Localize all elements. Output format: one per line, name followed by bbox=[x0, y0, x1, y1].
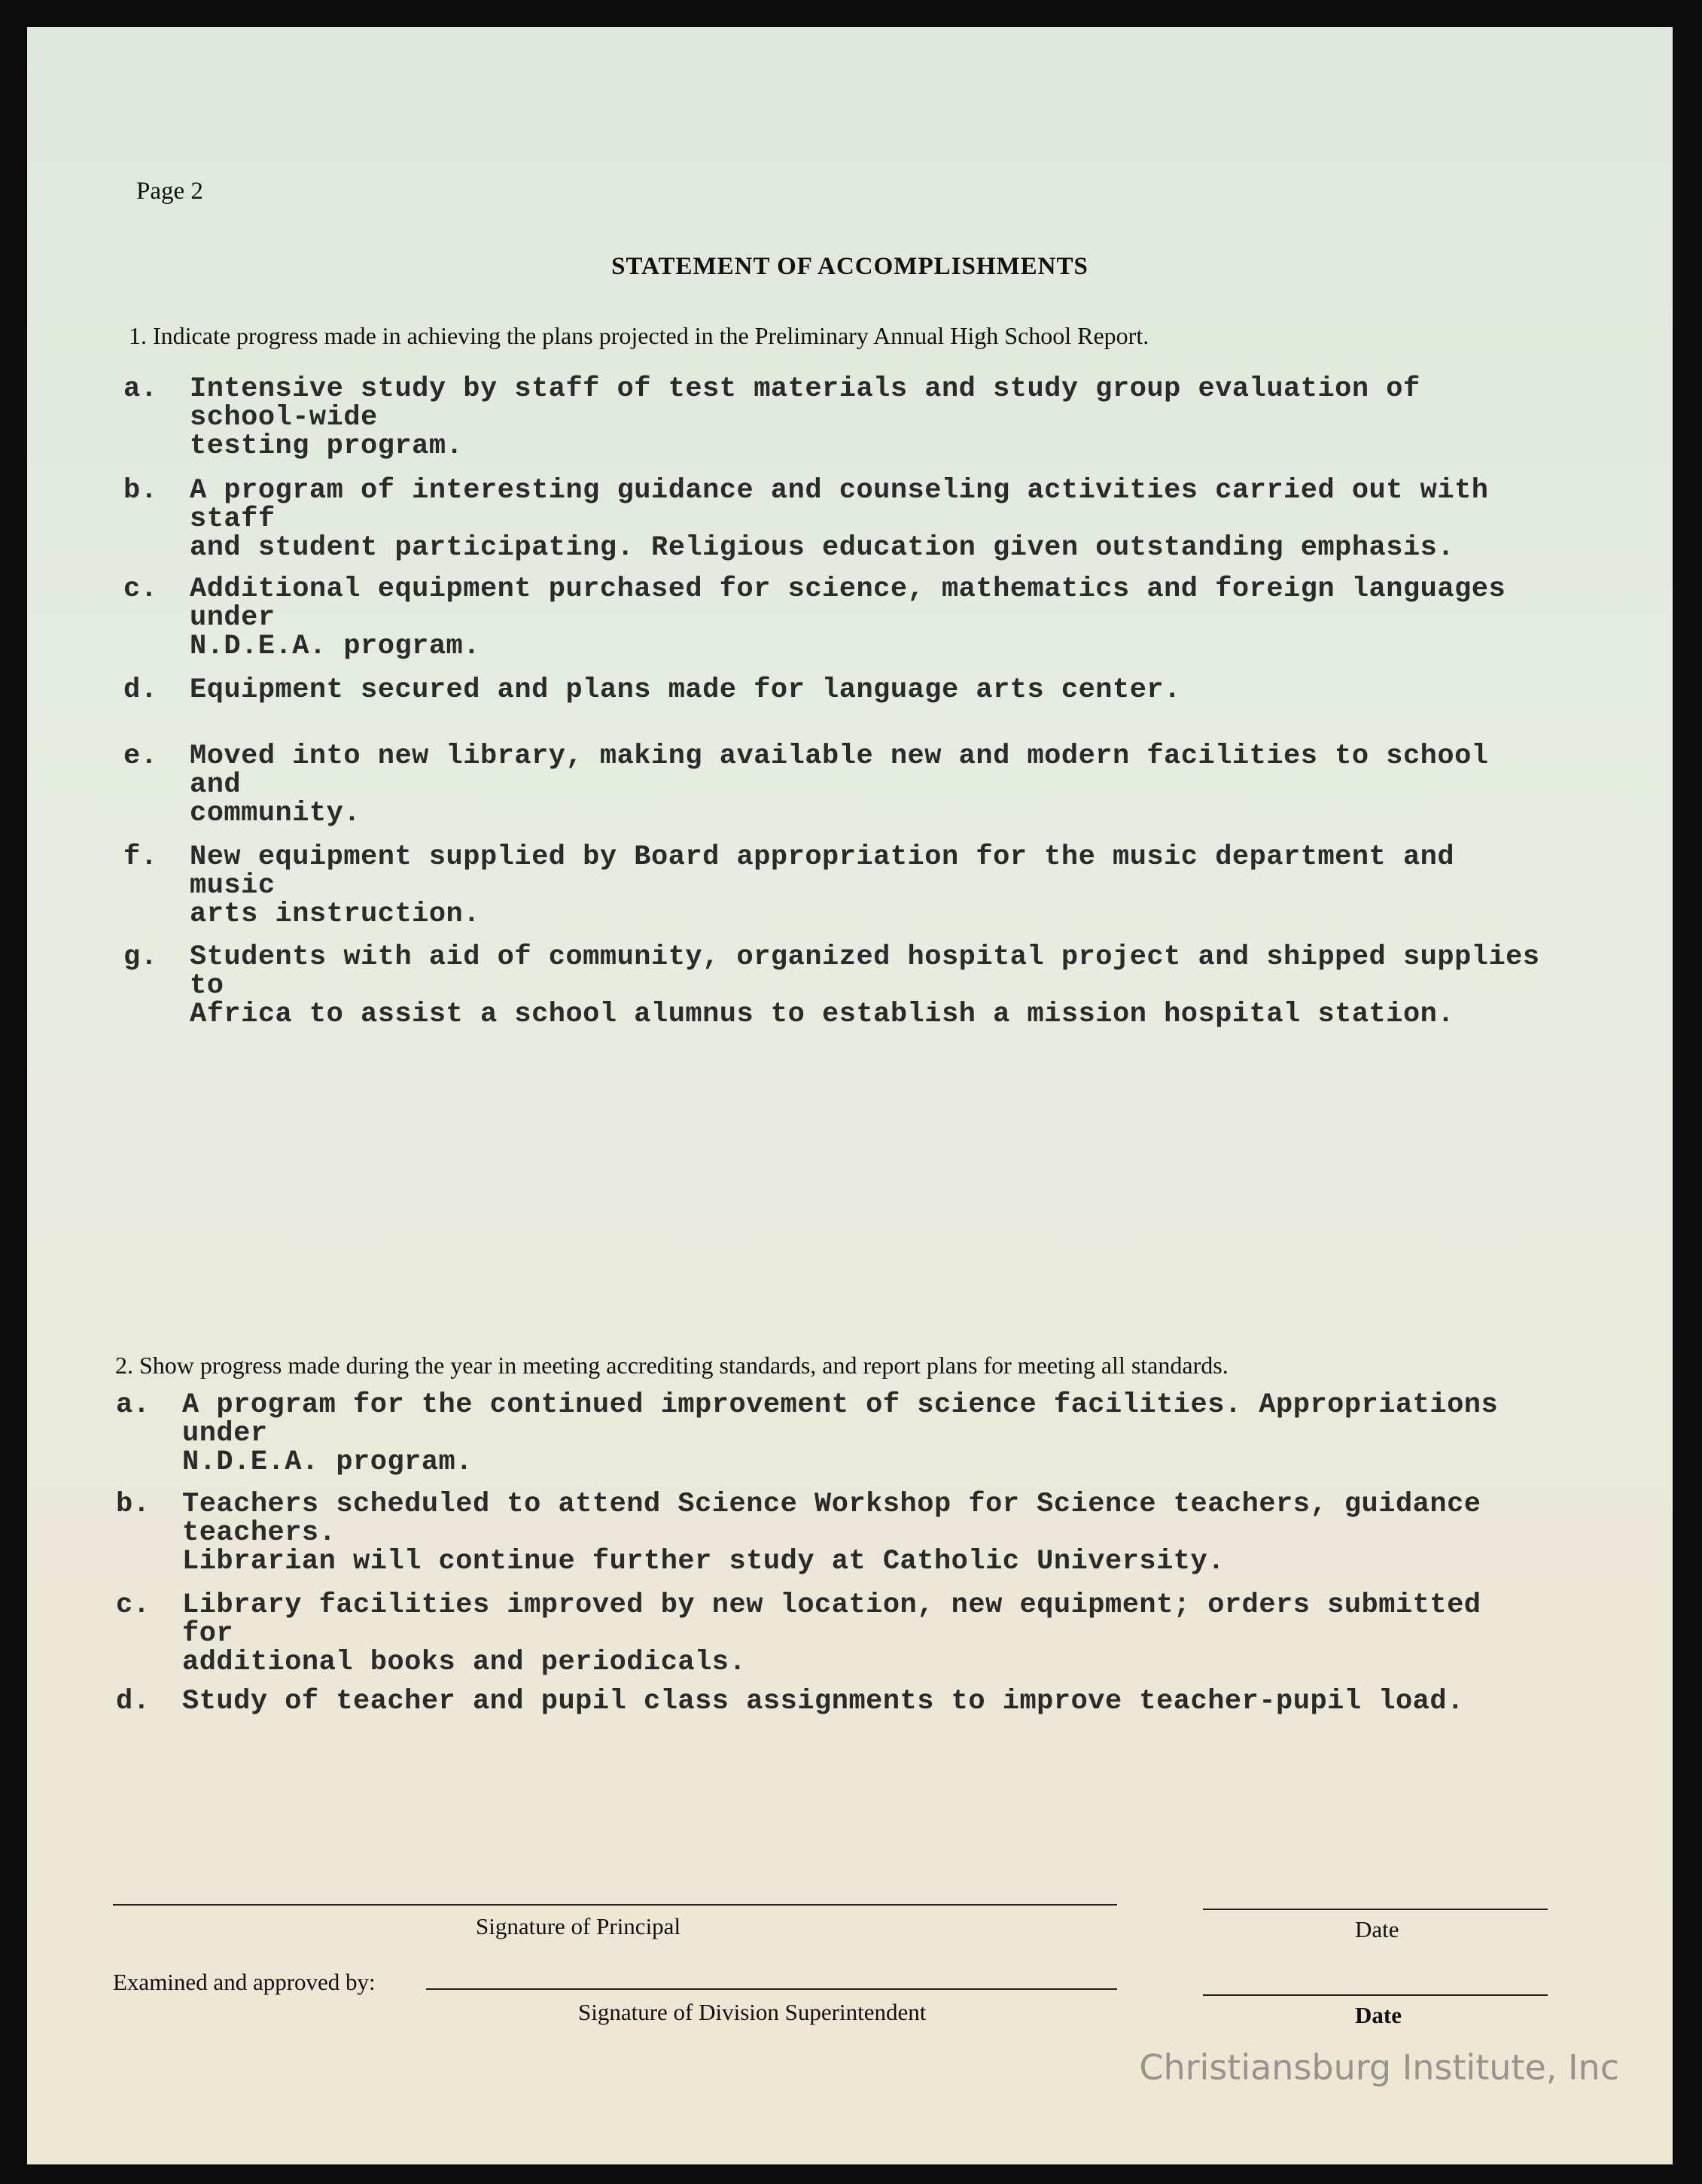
item-line-2: Africa to assist a school alumnus to establish a mission hospital station. bbox=[190, 999, 1455, 1030]
document-title: STATEMENT OF ACCOMPLISHMENTS bbox=[611, 253, 1088, 280]
examined-approved-label: Examined and approved by: bbox=[113, 1969, 376, 1995]
item-letter: a. bbox=[116, 1389, 151, 1421]
page-number: Page 2 bbox=[136, 178, 203, 205]
date-label-2: Date bbox=[1355, 2002, 1402, 2028]
item-line-1: New equipment supplied by Board appropriation for the music department and music bbox=[190, 841, 1455, 902]
principal-signature-line bbox=[113, 1904, 1117, 1906]
item-line-2: community. bbox=[190, 798, 361, 829]
superintendent-signature-label: Signature of Division Superintendent bbox=[578, 1999, 927, 2025]
question-2: 2. Show progress made during the year in meeting accrediting standards, and report plans for meeting all standards. bbox=[115, 1352, 1229, 1379]
item-line-1: A program for the continued improvement of science facilities. Appropriations under bbox=[182, 1389, 1499, 1449]
item-line-2: additional books and periodicals. bbox=[182, 1647, 747, 1678]
item-line-1: Library facilities improved by new location, new equipment; orders submitted for bbox=[182, 1589, 1481, 1650]
date-line-2 bbox=[1203, 1994, 1548, 1996]
item-line-2: testing program. bbox=[190, 430, 464, 462]
principal-signature-label: Signature of Principal bbox=[476, 1913, 681, 1939]
item-line-1: Moved into new library, making available new and modern facilities to school and bbox=[190, 741, 1489, 801]
item-line-1: Equipment secured and plans made for language arts center. bbox=[190, 674, 1181, 706]
question-1: 1. Indicate progress made in achieving the plans projected in the Preliminary Annual High School Report. bbox=[129, 322, 1149, 349]
item-line-2: N.D.E.A. program. bbox=[190, 631, 480, 662]
item-line-2: and student participating. Religious education given outstanding emphasis. bbox=[190, 532, 1455, 564]
superintendent-signature-line bbox=[426, 1988, 1117, 1990]
document-page bbox=[27, 27, 1673, 2164]
item-letter: d. bbox=[116, 1686, 151, 1717]
item-line-2: N.D.E.A. program. bbox=[182, 1446, 473, 1478]
item-letter: f. bbox=[123, 841, 158, 873]
watermark: Christiansburg Institute, Inc bbox=[1139, 2047, 1619, 2088]
date-line-1 bbox=[1203, 1909, 1548, 1910]
item-line-2: Librarian will continue further study at Catholic University. bbox=[182, 1546, 1225, 1577]
date-label-1: Date bbox=[1355, 1916, 1399, 1942]
item-letter: b. bbox=[123, 475, 158, 506]
item-letter: e. bbox=[123, 741, 158, 772]
item-line-1: A program of interesting guidance and counseling activities carried out with staff bbox=[190, 475, 1489, 535]
item-letter: g. bbox=[123, 941, 158, 973]
item-line-2: arts instruction. bbox=[190, 899, 480, 930]
item-letter: c. bbox=[123, 573, 158, 605]
item-letter: b. bbox=[116, 1489, 151, 1520]
item-letter: a. bbox=[123, 373, 158, 405]
item-line-1: Teachers scheduled to attend Science Workshop for Science teachers, guidance teachers. bbox=[182, 1489, 1481, 1549]
item-letter: c. bbox=[116, 1589, 151, 1621]
item-letter: d. bbox=[123, 674, 158, 706]
item-line-1: Intensive study by staff of test materials and study group evaluation of school-wide bbox=[190, 373, 1420, 433]
item-line-1: Students with aid of community, organized hospital project and shipped supplies to bbox=[190, 941, 1540, 1002]
item-line-1: Additional equipment purchased for science, mathematics and foreign languages under bbox=[190, 573, 1506, 634]
item-line-1: Study of teacher and pupil class assignments to improve teacher-pupil load. bbox=[182, 1686, 1464, 1717]
